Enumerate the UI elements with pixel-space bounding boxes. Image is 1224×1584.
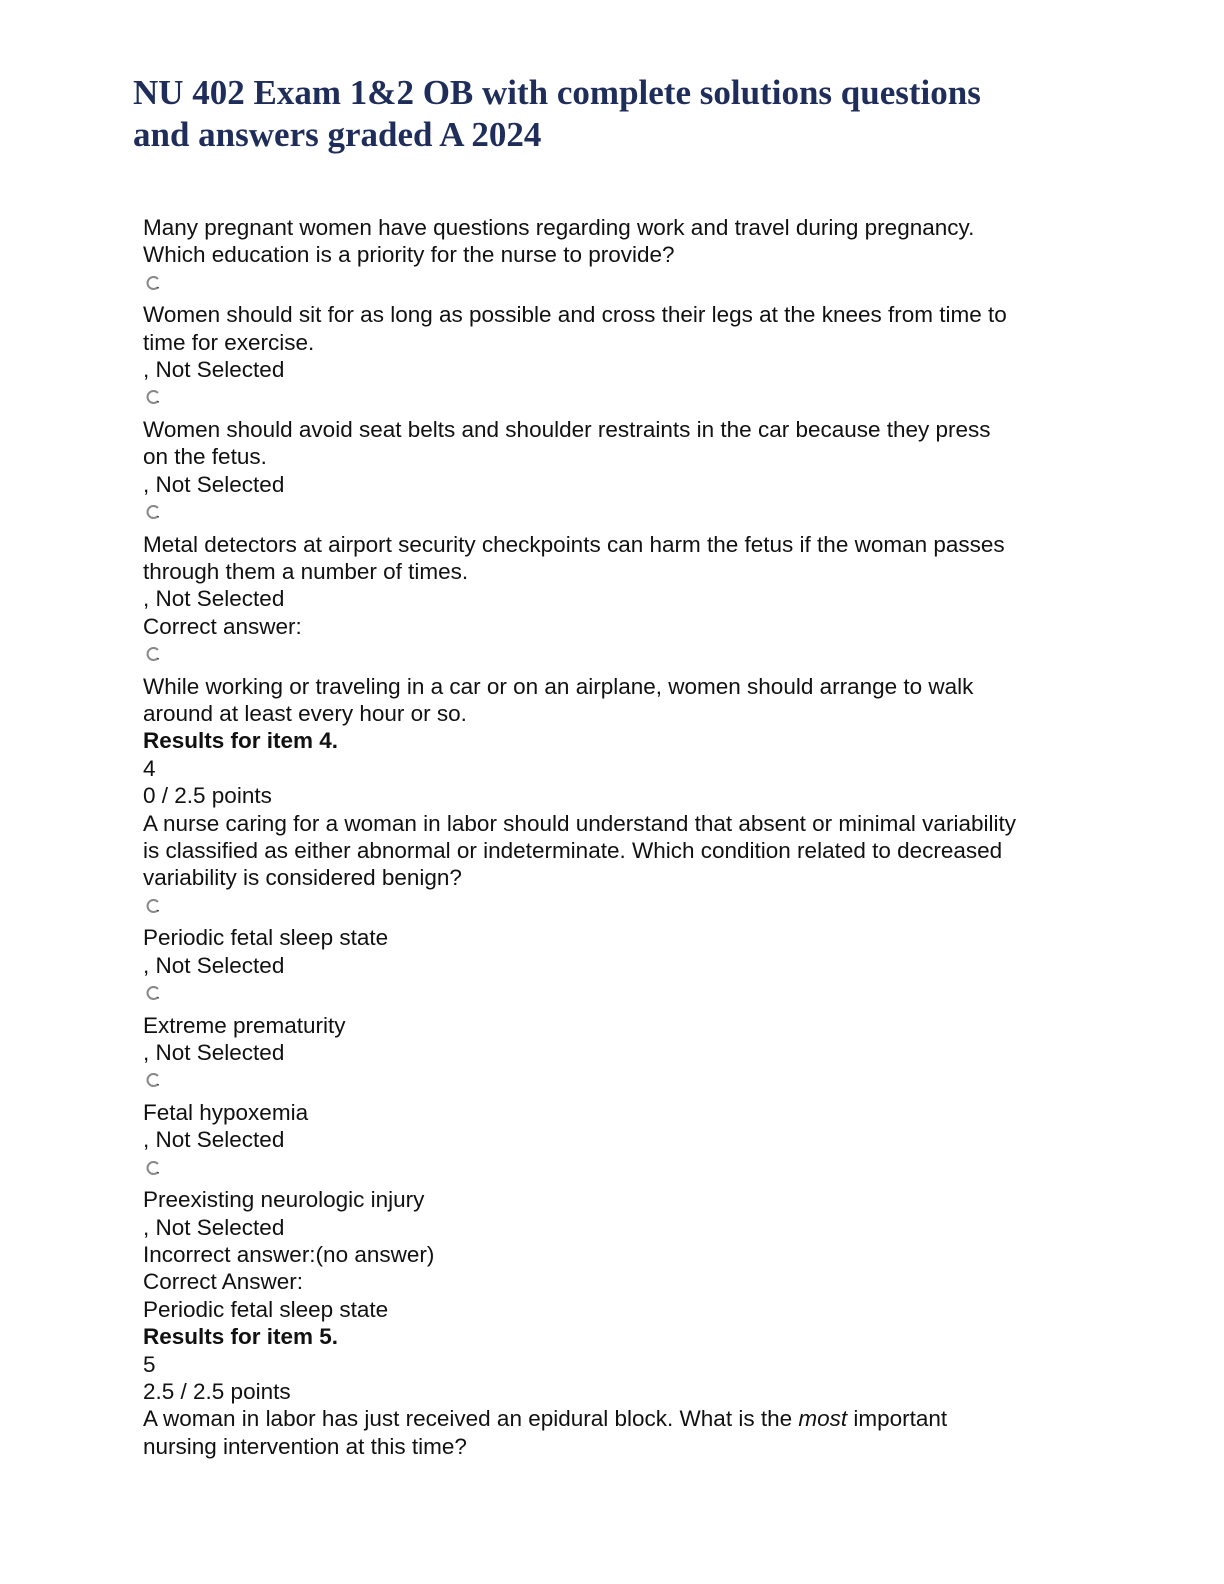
option-radio-row[interactable] [143, 1154, 1083, 1187]
results-heading: Results for item 4. [143, 728, 339, 754]
question-stem: variability is considered benign? [143, 865, 462, 891]
question-points: 0 / 2.5 points [143, 783, 272, 809]
answer-option: Fetal hypoxemia [143, 1099, 309, 1125]
option-status: , Not Selected [143, 1127, 285, 1153]
answer-option: Periodic fetal sleep state [143, 925, 389, 951]
option-status: , Not Selected [143, 586, 285, 612]
question-stem: A nurse caring for a woman in labor should understand that absent or minimal variability [143, 810, 1016, 836]
quiz-content [143, 214, 1083, 1460]
answer-option: Women should avoid seat belts and shoulder restraints in the car because they press [143, 416, 991, 442]
question-points: 2.5 / 2.5 points [143, 1378, 291, 1404]
question-stem: nursing intervention at this time? [143, 1433, 467, 1459]
option-status: , Not Selected [143, 357, 285, 383]
radio-button-icon[interactable] [143, 896, 163, 916]
title-line-1: NU 402 Exam 1&2 OB with complete solutions questions [133, 73, 981, 112]
answer-option: through them a number of times. [143, 559, 469, 585]
question-stem: Which education is a priority for the nurse to provide? [143, 242, 675, 268]
results-heading: Results for item 5. [143, 1324, 339, 1350]
document-title [133, 72, 1093, 156]
stem-emphasis: most [798, 1406, 848, 1432]
option-radio-row[interactable] [143, 383, 1083, 416]
question-number: 5 [143, 1351, 156, 1377]
radio-button-icon[interactable] [143, 1158, 163, 1178]
option-status: , Not Selected [143, 471, 285, 497]
radio-button-icon[interactable] [143, 387, 163, 407]
answer-option: time for exercise. [143, 329, 315, 355]
option-radio-row[interactable] [143, 979, 1083, 1012]
option-radio-row [143, 640, 1083, 673]
option-radio-row[interactable] [143, 269, 1083, 302]
answer-option: Extreme prematurity [143, 1012, 346, 1038]
question-stem: Many pregnant women have questions regarding work and travel during pregnancy. [143, 215, 975, 240]
radio-button-icon[interactable] [143, 273, 163, 293]
correct-answer-label: Correct Answer: [143, 1269, 304, 1295]
question-number: 4 [143, 755, 156, 781]
radio-button-icon[interactable] [143, 983, 163, 1003]
title-line-2: and answers graded A 2024 [133, 115, 542, 154]
option-radio-row[interactable] [143, 498, 1083, 531]
option-status: , Not Selected [143, 1214, 285, 1240]
answer-option: Women should sit for as long as possible and cross their legs at the knees from time to [143, 302, 1007, 328]
option-status: , Not Selected [143, 1039, 285, 1065]
stem-text: important [847, 1406, 948, 1432]
incorrect-answer-label: Incorrect answer:(no answer) [143, 1241, 435, 1267]
question-stem [143, 1405, 1083, 1432]
answer-option: Metal detectors at airport security checkpoints can harm the fetus if the woman passes [143, 531, 1005, 557]
option-radio-row[interactable] [143, 892, 1083, 925]
option-radio-row[interactable] [143, 1066, 1083, 1099]
option-status: , Not Selected [143, 952, 285, 978]
radio-button-icon[interactable] [143, 1070, 163, 1090]
correct-answer-label: Correct answer: [143, 613, 302, 639]
question-stem: is classified as either abnormal or indeterminate. Which condition related to decreased [143, 838, 1003, 864]
stem-text: A woman in labor has just received an epidural block. What is the [143, 1406, 799, 1432]
correct-answer-text: Periodic fetal sleep state [143, 1296, 389, 1322]
radio-button-icon[interactable] [143, 502, 163, 522]
answer-option: on the fetus. [143, 444, 267, 470]
answer-option: Preexisting neurologic injury [143, 1187, 425, 1213]
radio-button-icon [143, 644, 163, 664]
correct-answer-text: around at least every hour or so. [143, 701, 467, 727]
correct-answer-text: While working or traveling in a car or on an airplane, women should arrange to walk [143, 673, 974, 699]
